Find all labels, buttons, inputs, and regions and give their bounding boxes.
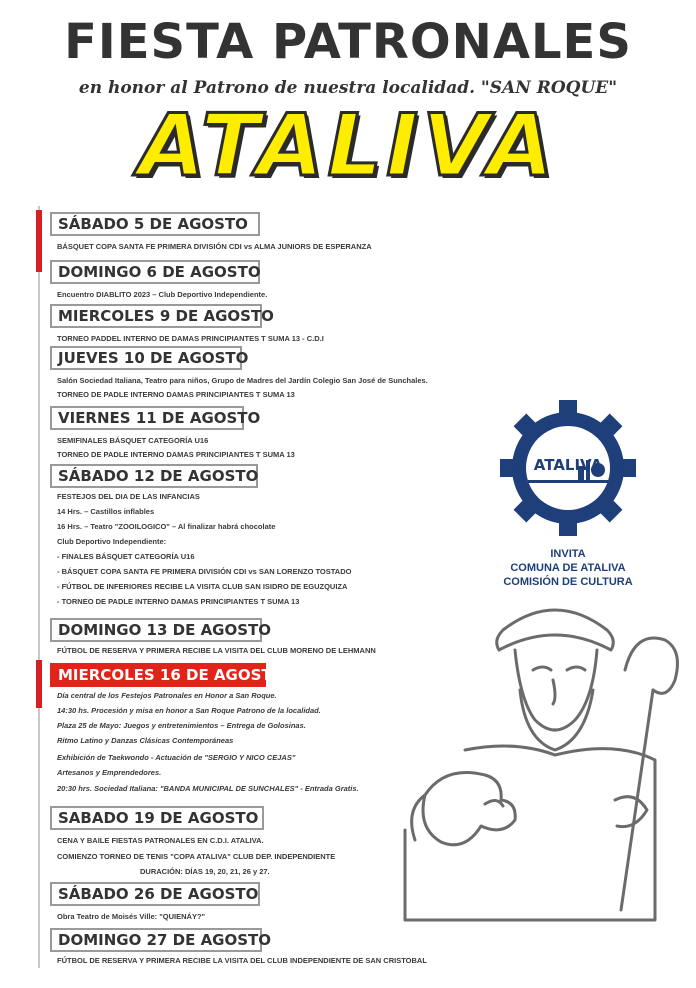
dog-head	[423, 773, 515, 845]
event-line: Club Deportivo Independiente:	[57, 537, 167, 546]
hat-brim	[497, 610, 614, 650]
event-line: Exhibición de Taekwondo - Actuación de "SERGIO Y NICO CEJAS"	[57, 753, 296, 762]
dog-snout	[485, 800, 503, 806]
invite-line: INVITA	[550, 548, 586, 560]
event-line: Encuentro DIABLITO 2023 – Club Deportivo Independiente.	[57, 290, 268, 299]
event-line: Obra Teatro de Moisés Ville: "QUIENÁY?"	[57, 912, 206, 921]
event-line: FÚTBOL DE RESERVA Y PRIMERA RECIBE LA VISITA DEL CLUB MORENO DE LEHMANN	[57, 646, 376, 655]
day-header-sabado-12: SÁBADO 12 DE AGOSTO	[50, 464, 258, 488]
timeline-red-accent	[36, 660, 42, 708]
event-line: FÚTBOL DE RESERVA Y PRIMERA RECIBE LA VISITA DEL CLUB INDEPENDIENTE DE SAN CRISTOBAL	[57, 956, 427, 965]
event-line: Salón Sociedad Italiana, Teatro para niños, Grupo de Madres del Jardín Colegio San José de Sunchales.	[57, 376, 428, 385]
event-line: 16 Hrs. – Teatro "ZOOILOGICO" – Al finalizar habrá chocolate	[57, 522, 276, 531]
poster-subtitle: en honor al Patrono de nuestra localidad. "SAN ROQUE"	[78, 78, 618, 98]
san-roque-illustration	[385, 590, 685, 930]
town-name: ATALIVA	[138, 96, 558, 196]
event-line: FESTEJOS DEL DIA DE LAS INFANCIAS	[57, 492, 200, 501]
nose	[553, 680, 555, 704]
event-line: CENA Y BAILE FIESTAS PATRONALES EN C.D.I. ATALIVA.	[57, 836, 264, 845]
day-header-sabado-26: SÁBADO 26 DE AGOSTO	[50, 882, 260, 906]
day-header-miercoles-16: MIERCOLES 16 DE AGOSTO	[50, 663, 266, 687]
timeline-red-accent	[36, 210, 42, 272]
event-line: - FÚTBOL DE INFERIORES RECIBE LA VISITA CLUB SAN ISIDRO DE EGUZQUIZA	[57, 582, 348, 591]
event-line: Artesanos y Emprendedores.	[57, 768, 162, 777]
robe	[405, 746, 655, 920]
day-header-viernes-11: VIERNES 11 DE AGOSTO	[50, 406, 244, 430]
field-line	[528, 480, 608, 483]
eyes	[533, 667, 585, 670]
day-header-domingo-6: DOMINGO 6 DE AGOSTO	[50, 260, 260, 284]
day-header-domingo-27: DOMINGO 27 DE AGOSTO	[50, 928, 262, 952]
event-line: Día central de los Festejos Patronales en Honor a San Roque.	[57, 691, 277, 700]
day-header-miercoles-9: MIERCOLES 9 DE AGOSTO	[50, 304, 262, 328]
event-line: - BÁSQUET COPA SANTA FE PRIMERA DIVISIÓN CDI vs SAN LORENZO TOSTADO	[57, 567, 352, 576]
event-line: TORNEO PADDEL INTERNO DE DAMAS PRINCIPIANTES T SUMA 13 - C.D.I	[57, 334, 324, 343]
logo-text: ATALIVA	[533, 456, 603, 474]
event-line: BÁSQUET COPA SANTA FE PRIMERA DIVISIÓN CDI vs ALMA JUNIORS DE ESPERANZA	[57, 242, 372, 251]
day-header-sabado-5: SÁBADO 5 DE AGOSTO	[50, 212, 260, 236]
event-line: 14 Hrs. – Castillos inflables	[57, 507, 155, 516]
beard	[520, 690, 593, 750]
event-line: Ritmo Latino y Danzas Clásicas Contemporáneas	[57, 736, 234, 745]
event-line: 14:30 hs. Procesión y misa en honor a San Roque Patrono de la localidad.	[57, 706, 321, 715]
event-line: - TORNEO DE PADLE INTERNO DAMAS PRINCIPIANTES T SUMA 13	[57, 597, 300, 606]
crook-hook	[625, 638, 677, 693]
day-header-jueves-10: JUEVES 10 DE AGOSTO	[50, 346, 242, 370]
timeline-line	[38, 206, 40, 968]
day-header-domingo-13: DOMINGO 13 DE AGOSTO	[50, 618, 262, 642]
event-line: TORNEO DE PADLE INTERNO DAMAS PRINCIPIANTES T SUMA 13	[57, 390, 295, 399]
day-header-sabado-19: SABADO 19 DE AGOSTO	[50, 806, 264, 830]
event-line: SEMIFINALES BÁSQUET CATEGORÍA U16	[57, 436, 209, 445]
event-line: DURACIÓN: DÍAS 19, 20, 21, 26 y 27.	[140, 867, 270, 876]
event-line: Plaza 25 de Mayo: Juegos y entretenimientos – Entrega de Golosinas.	[57, 721, 306, 730]
event-line: COMIENZO TORNEO DE TENIS "COPA ATALIVA" CLUB DEP. INDEPENDIENTE	[57, 852, 336, 861]
poster-title: FIESTA PATRONALES	[64, 14, 632, 70]
event-line: TORNEO DE PADLE INTERNO DAMAS PRINCIPIANTES T SUMA 13	[57, 450, 295, 459]
invite-line: COMISIÓN DE CULTURA	[503, 576, 633, 588]
hand	[615, 797, 647, 827]
event-line: 20:30 hrs. Sociedad Italiana: "BANDA MUNICIPAL DE SUNCHALES" - Entrada Gratis.	[57, 784, 359, 793]
invite-line: COMUNA DE ATALIVA	[510, 562, 626, 574]
event-line: - FINALES BÁSQUET CATEGORÍA U16	[57, 552, 195, 561]
